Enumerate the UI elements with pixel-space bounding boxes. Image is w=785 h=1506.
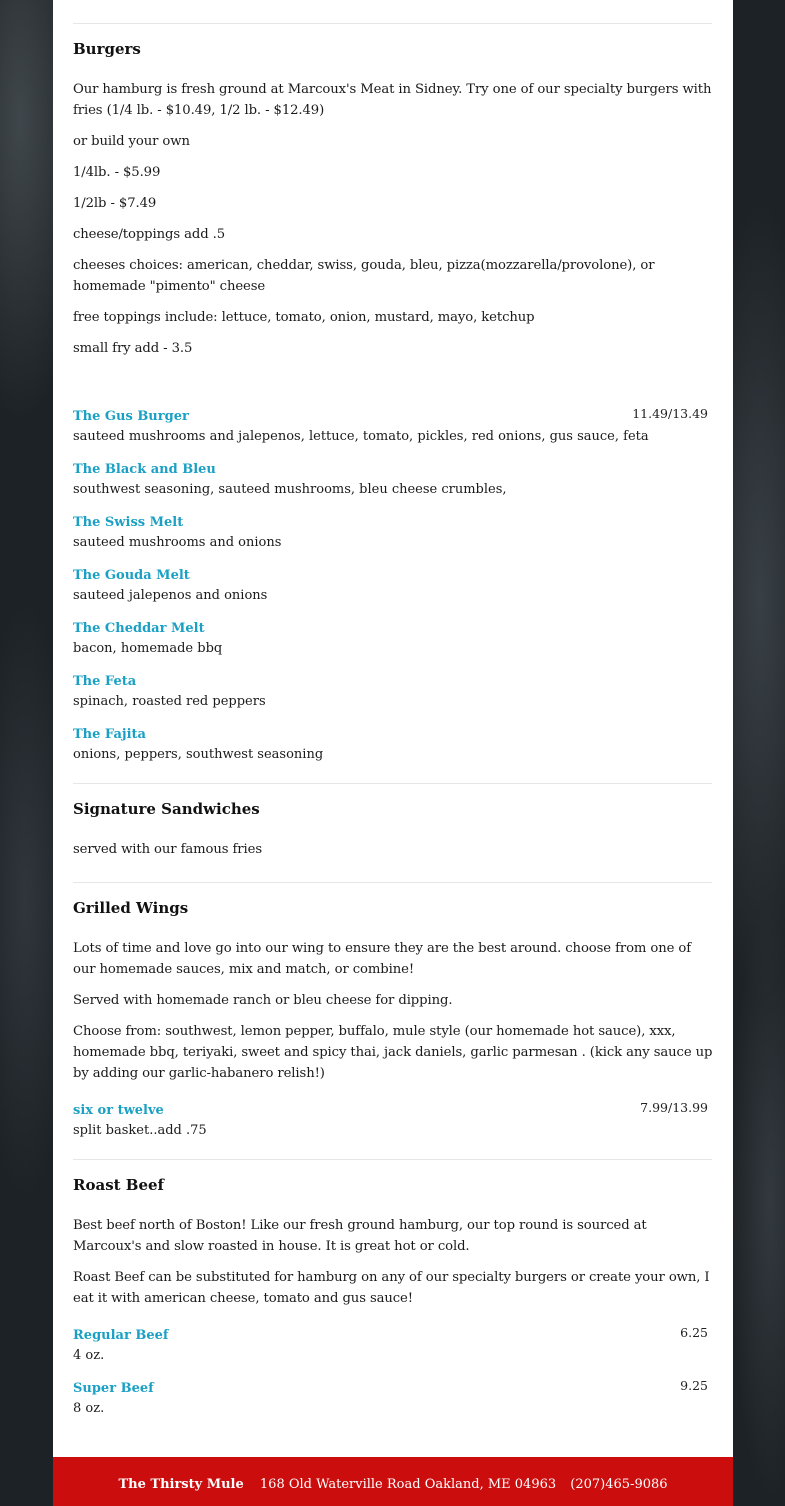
burgers-half-price: 1/2lb - $7.49 (73, 196, 157, 211)
wings-section (73, 899, 713, 1081)
roast-beef-sub: Roast Beef can be substituted for hamburg on any of our specialty burgers or create your own, I eat it with american cheese, tomato and gus sauce! (73, 1270, 710, 1306)
wings-dipping: Served with homemade ranch or bleu cheese for dipping. (73, 993, 453, 1008)
menu-item-price: 9.25 (680, 1378, 708, 1393)
menu-item (73, 513, 713, 552)
menu-item-desc: sauteed jalepenos and onions (73, 588, 268, 603)
menu-item-desc: sauteed mushrooms and onions (73, 535, 282, 550)
menu-item-price: 6.25 (680, 1325, 708, 1340)
menu-item (73, 460, 713, 499)
footer-phone[interactable]: (207)465-9086 (570, 1477, 668, 1492)
menu-page (53, 0, 733, 1506)
sandwiches-section (73, 800, 713, 857)
menu-item-desc: 8 oz. (73, 1401, 105, 1416)
menu-item-price: 11.49/13.49 (632, 406, 708, 421)
menu-item (73, 672, 713, 711)
footer-bar (53, 1457, 733, 1506)
divider (73, 1159, 712, 1160)
menu-item (73, 1326, 713, 1365)
menu-item (73, 725, 713, 764)
burgers-small-fry: small fry add - 3.5 (73, 341, 193, 356)
menu-item (73, 566, 713, 605)
menu-item-price: 7.99/13.99 (640, 1100, 708, 1115)
menu-item (73, 407, 713, 446)
divider (73, 783, 712, 784)
menu-item-desc: onions, peppers, southwest seasoning (73, 747, 324, 762)
burgers-intro: Our hamburg is fresh ground at Marcoux's Meat in Sidney. Try one of our specialty burgers with fries (1/4 lb. - $10.49, 1/2 lb. - $12.49) (73, 82, 712, 118)
menu-item-desc: split basket..add .75 (73, 1123, 207, 1138)
sandwiches-intro: served with our famous fries (73, 842, 262, 857)
roast-beef-section (73, 1176, 713, 1306)
menu-item-name: Regular Beef (73, 1328, 169, 1343)
roast-beef-intro: Best beef north of Boston! Like our fresh ground hamburg, our top round is sourced at Marcoux's and slow roasted in house. It is great hot or cold. (73, 1218, 647, 1254)
section-title-roast-beef: Roast Beef (73, 1176, 165, 1194)
burgers-quarter-price: 1/4lb. - $5.99 (73, 165, 161, 180)
menu-item-name: The Gouda Melt (73, 568, 190, 583)
menu-item-desc: spinach, roasted red peppers (73, 694, 266, 709)
menu-item-desc: bacon, homemade bbq (73, 641, 223, 656)
divider (73, 882, 712, 883)
section-title-burgers: Burgers (73, 40, 141, 58)
menu-item-name: The Feta (73, 674, 137, 689)
wings-choose: Choose from: southwest, lemon pepper, buffalo, mule style (our homemade hot sauce), xxx, homemade bbq, teriyaki, sweet and spicy thai, jack daniels, garlic parmesan . (kick any sauce up by adding our garlic-habanero relish!) (73, 1024, 713, 1081)
section-title-sandwiches: Signature Sandwiches (73, 800, 260, 818)
menu-item-name: The Fajita (73, 727, 146, 742)
menu-item (73, 1379, 713, 1418)
menu-item-name: The Black and Bleu (73, 462, 216, 477)
menu-item-desc: southwest seasoning, sauteed mushrooms, bleu cheese crumbles, (73, 482, 507, 497)
section-title-wings: Grilled Wings (73, 899, 189, 917)
menu-item (73, 1101, 713, 1140)
menu-item-name: The Swiss Melt (73, 515, 184, 530)
menu-item-name: six or twelve (73, 1103, 164, 1118)
burgers-cheese-choices: cheeses choices: american, cheddar, swiss, gouda, bleu, pizza(mozzarella/provolone), or homemade "pimento" cheese (73, 258, 655, 294)
menu-item-name: Super Beef (73, 1381, 154, 1396)
footer-address: 168 Old Waterville Road Oakland, ME 04963 (259, 1477, 557, 1492)
wings-intro: Lots of time and love go into our wing to ensure they are the best around. choose from one of our homemade sauces, mix and match, or combine! (73, 941, 692, 977)
divider (73, 23, 712, 24)
menu-item (73, 619, 713, 658)
menu-item-desc: 4 oz. (73, 1348, 105, 1363)
footer-business-name: The Thirsty Mule (118, 1477, 244, 1492)
menu-item-desc: sauteed mushrooms and jalepenos, lettuce, tomato, pickles, red onions, gus sauce, feta (73, 429, 649, 444)
menu-item-name: The Cheddar Melt (73, 621, 205, 636)
menu-item-name: The Gus Burger (73, 409, 189, 424)
burgers-free-toppings: free toppings include: lettuce, tomato, onion, mustard, mayo, ketchup (73, 310, 535, 325)
burgers-build: or build your own (73, 134, 190, 149)
burgers-cheese-add: cheese/toppings add .5 (73, 227, 226, 242)
burgers-section (73, 40, 713, 356)
